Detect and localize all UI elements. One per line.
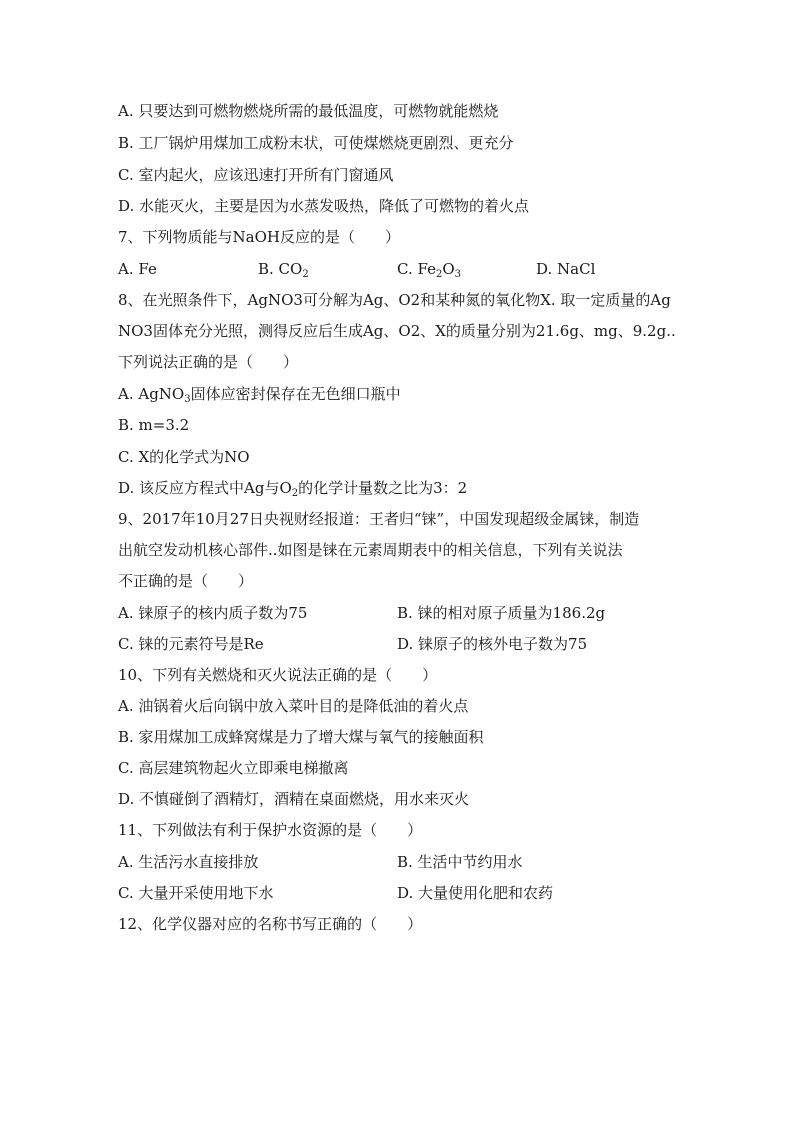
q9-stem-line1: 9、2017年10月27日央视财经报道：王者归“铼”，中国发现超级金属铼，制造 bbox=[118, 510, 640, 528]
q7-option-c bbox=[397, 259, 461, 279]
q8-option-c: C. X的化学式为NO bbox=[118, 448, 250, 466]
q8-option-d-suffix: 的化学计量数之比为3：2 bbox=[298, 479, 468, 497]
q7-option-c-sub2: 3 bbox=[454, 269, 462, 280]
q10-option-d: D. 不慎碰倒了酒精灯，酒精在桌面燃烧，用水来灭火 bbox=[118, 790, 470, 808]
q8-option-d bbox=[118, 478, 467, 498]
q9-option-b: B. 铼的相对原子质量为186.2g bbox=[397, 604, 606, 622]
q11-option-d: D. 大量使用化肥和农药 bbox=[397, 884, 554, 902]
q12-stem: 12、化学仪器对应的名称书写正确的（ ） bbox=[118, 915, 423, 933]
q7-option-c-sub1: 2 bbox=[435, 269, 443, 280]
q6-option-b: B. 工厂锅炉用煤加工成粉末状，可使煤燃烧更剧烈、更充分 bbox=[118, 134, 514, 152]
q7-option-c-text: C. Fe bbox=[397, 260, 436, 278]
q7-option-d: D. NaCl bbox=[536, 260, 596, 278]
q7-option-b bbox=[258, 259, 309, 279]
q10-stem: 10、下列有关燃烧和灭火说法正确的是（ ） bbox=[118, 666, 438, 684]
q7-stem: 7、下列物质能与NaOH反应的是（ ） bbox=[118, 228, 400, 246]
q8-option-d-sub: 2 bbox=[291, 488, 299, 499]
q9-option-c: C. 铼的元素符号是Re bbox=[118, 635, 264, 653]
q8-stem-line3: 下列说法正确的是（ ） bbox=[118, 353, 299, 371]
q8-stem-line2: NO3固体充分光照，测得反应后生成Ag、O2、X的质量分别为21.6g、mg、9.2g.. bbox=[118, 322, 676, 340]
q8-stem-line1: 8、在光照条件下，AgNO3可分解为Ag、O2和某种氮的氧化物X. 取一定质量的Ag bbox=[118, 291, 671, 309]
q7-option-a: A. Fe bbox=[118, 260, 157, 278]
q8-option-d-text: D. 该反应方程式中Ag与O bbox=[118, 479, 292, 497]
q10-option-c: C. 高层建筑物起火立即乘电梯撤离 bbox=[118, 759, 349, 777]
q6-option-a: A. 只要达到可燃物燃烧所需的最低温度，可燃物就能燃烧 bbox=[118, 102, 499, 120]
q8-option-a bbox=[118, 384, 401, 404]
q8-option-b: B. m=3.2 bbox=[118, 416, 190, 434]
q11-stem: 11、下列做法有利于保护水资源的是（ ） bbox=[118, 821, 423, 839]
q9-option-a: A. 铼原子的核内质子数为75 bbox=[118, 604, 308, 622]
q10-option-b: B. 家用煤加工成蜂窝煤是力了增大煤与氧气的接触面积 bbox=[118, 728, 484, 746]
q9-stem-line2: 出航空发动机核心部件..如图是铼在元素周期表中的相关信息，下列有关说法 bbox=[118, 541, 623, 559]
q11-option-b: B. 生活中节约用水 bbox=[397, 853, 523, 871]
q8-option-a-suffix: 固体应密封保存在无色细口瓶中 bbox=[190, 385, 401, 403]
q6-option-d: D. 水能灭火，主要是因为水蒸发吸热，降低了可燃物的着火点 bbox=[118, 197, 530, 215]
q7-option-b-text: B. CO bbox=[258, 260, 303, 278]
q9-option-d: D. 铼原子的核外电子数为75 bbox=[397, 635, 588, 653]
q8-option-a-sub: 3 bbox=[184, 394, 191, 405]
q7-option-c-mid: O bbox=[442, 260, 455, 278]
q9-stem-line3: 不正确的是（ ） bbox=[118, 572, 254, 590]
q8-option-a-text: A. AgNO bbox=[118, 385, 185, 403]
q7-option-b-sub: 2 bbox=[302, 269, 309, 280]
q6-option-c: C. 室内起火，应该迅速打开所有门窗通风 bbox=[118, 166, 394, 184]
q11-option-a: A. 生活污水直接排放 bbox=[118, 853, 259, 871]
q11-option-c: C. 大量开采使用地下水 bbox=[118, 884, 274, 902]
q10-option-a: A. 油锅着火后向锅中放入菜叶目的是降低油的着火点 bbox=[118, 697, 469, 715]
